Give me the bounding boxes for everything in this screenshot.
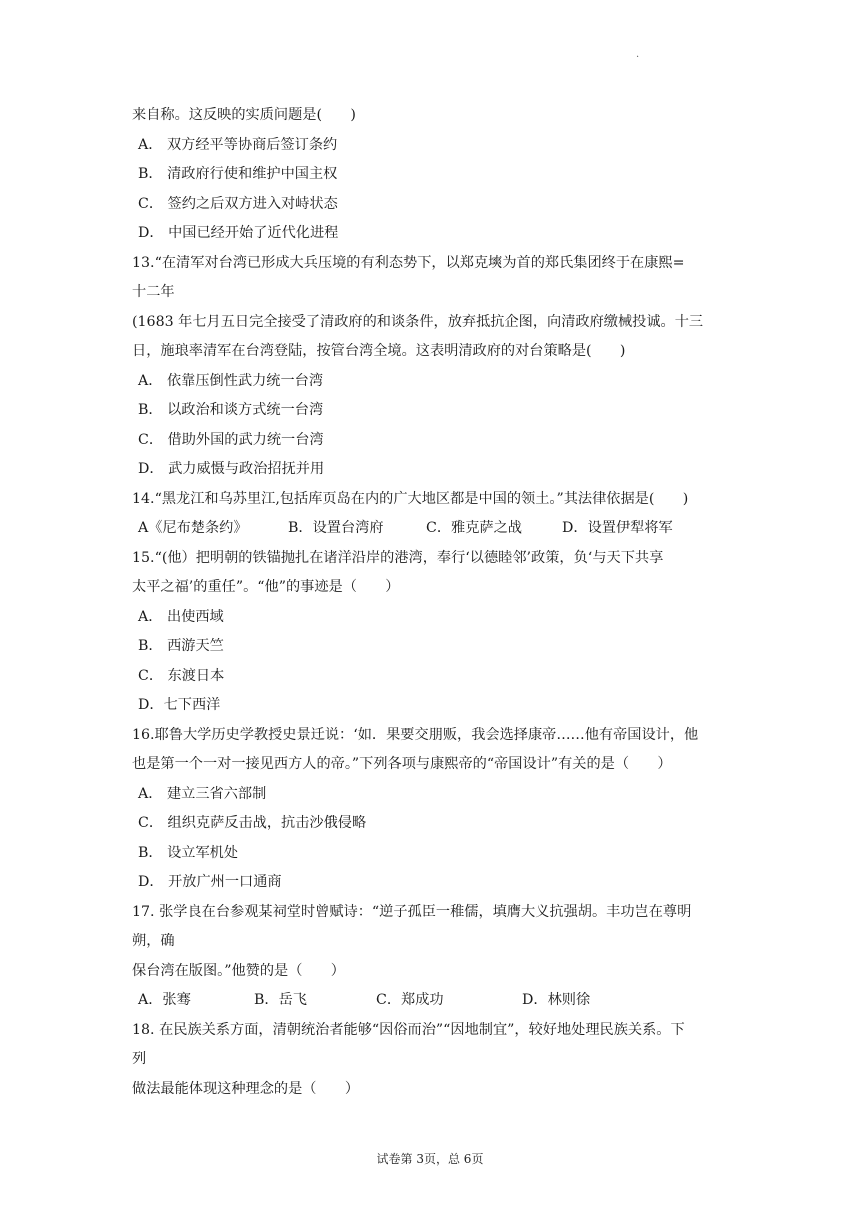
q16-option-1: A． 建立三省六部制 — [138, 785, 267, 802]
question-content — [132, 101, 732, 1104]
q16-option-3: B． 设立军机处 — [138, 844, 239, 861]
q17-option-c: C．郑成功 — [376, 992, 444, 1008]
q16-stem-line-1: 16.耶鲁大学历史学教授史景迁说：‘如．果要交朋贩，我会选择康帝……他有帝国设计，他 — [132, 726, 699, 743]
page-footer: 试卷第 3页，总 6页 — [376, 1152, 484, 1166]
q14-stem: 14.“黑龙江和乌苏里江,包括库页岛在内的广大地区都是中国的领土。”其法律依据是( ) — [132, 490, 689, 507]
q13-option-a: A． 依靠压倒性武力统一台湾 — [138, 372, 324, 389]
q15-option-b: B． 西游天竺 — [138, 638, 224, 654]
header-mark: · — [636, 52, 640, 63]
q16-stem-line-2: 也是第一个一对一接见西方人的帝。”下列各项与康熙帝的“帝国设计”有关的是（ ） — [132, 756, 672, 772]
q17-option-b: B．岳飞 — [254, 992, 307, 1008]
q13-stem-line-1: 13.“在清军对台湾已形成大兵压境的有利态势下，以郑克塽为首的郑氏集团终于在康熙= — [132, 254, 685, 271]
q17-stem-line-3: 保台湾在版图。”他赞的是（ ） — [132, 962, 345, 979]
q14-option-d: D．设置伊犁将军 — [562, 520, 673, 536]
q17-option-d: D．林则徐 — [522, 992, 591, 1008]
q12-option-c: C． 签约之后双方进入对峙状态 — [138, 195, 338, 212]
q13-stem-line-4: 日，施琅率清军在台湾登陆，按管台湾全境。这表明清政府的对台策略是( ) — [132, 343, 626, 359]
q15-stem-line-1: 15.“(他）把明朝的铁锚抛扎在诸洋沿岸的港湾，奉行‘以德睦邻’政策，负‘与天下共享 — [132, 549, 664, 566]
q15-stem-line-2: 太平之福’的重任”。“他”的事迹是（ ） — [132, 579, 400, 595]
q18-stem-line-1: 18. 在民族关系方面，清朝统治者能够“因俗而治”“因地制宜”，较好地处理民族关系。下 — [132, 1021, 685, 1038]
q18-stem-line-2: 列 — [132, 1051, 147, 1067]
q13-option-c: C． 借助外国的武力统一台湾 — [138, 431, 324, 448]
q14-option-a: A《尼布楚条约》 — [138, 520, 248, 536]
q15-option-a: A． 出使西域 — [138, 608, 224, 625]
q16-option-4: D． 开放广州一口通商 — [138, 874, 282, 890]
q12-option-b: B． 清政府行使和维护中国主权 — [138, 166, 338, 182]
q12-option-a: A． 双方经平等协商后签订条约 — [138, 136, 338, 153]
q13-stem-line-3: (1683 年七月五日完全接受了清政府的和谈条件，放弃抵抗企图，向清政府缴械投诚。十三 — [132, 313, 704, 330]
q14-option-c: C．雅克萨之战 — [426, 520, 522, 536]
q17-stem-line-2: 朔，确 — [132, 933, 175, 949]
q16-option-2: C． 组织克萨反击战，抗击沙俄侵略 — [138, 815, 367, 831]
q13-option-d: D． 武力威慑与政治招抚并用 — [138, 461, 325, 477]
q17-option-a: A．张骞 — [138, 992, 191, 1008]
q15-option-d: D．七下西洋 — [138, 697, 221, 713]
q13-stem-line-2: 十二年 — [132, 284, 175, 300]
q15-option-c: C． 东渡日本 — [138, 667, 225, 684]
q17-stem-line-1: 17. 张学良在台参观某祠堂时曾赋诗：“逆子孤臣一稚儒，填膺大义抗强胡。丰功岂在尊明 — [132, 903, 692, 920]
q14-option-b: B．设置台湾府 — [288, 520, 384, 536]
q12-stem-continued: 来自称。这反映的实质问题是( ) — [132, 107, 356, 123]
q14-options-row — [132, 514, 732, 544]
q12-option-d: D． 中国已经开始了近代化进程 — [138, 225, 339, 241]
q13-option-b: B． 以政治和谈方式统一台湾 — [138, 402, 324, 418]
q17-options-row — [132, 986, 732, 1016]
q18-stem-line-3: 做法最能体现这种理念的是（ ） — [132, 1080, 360, 1097]
